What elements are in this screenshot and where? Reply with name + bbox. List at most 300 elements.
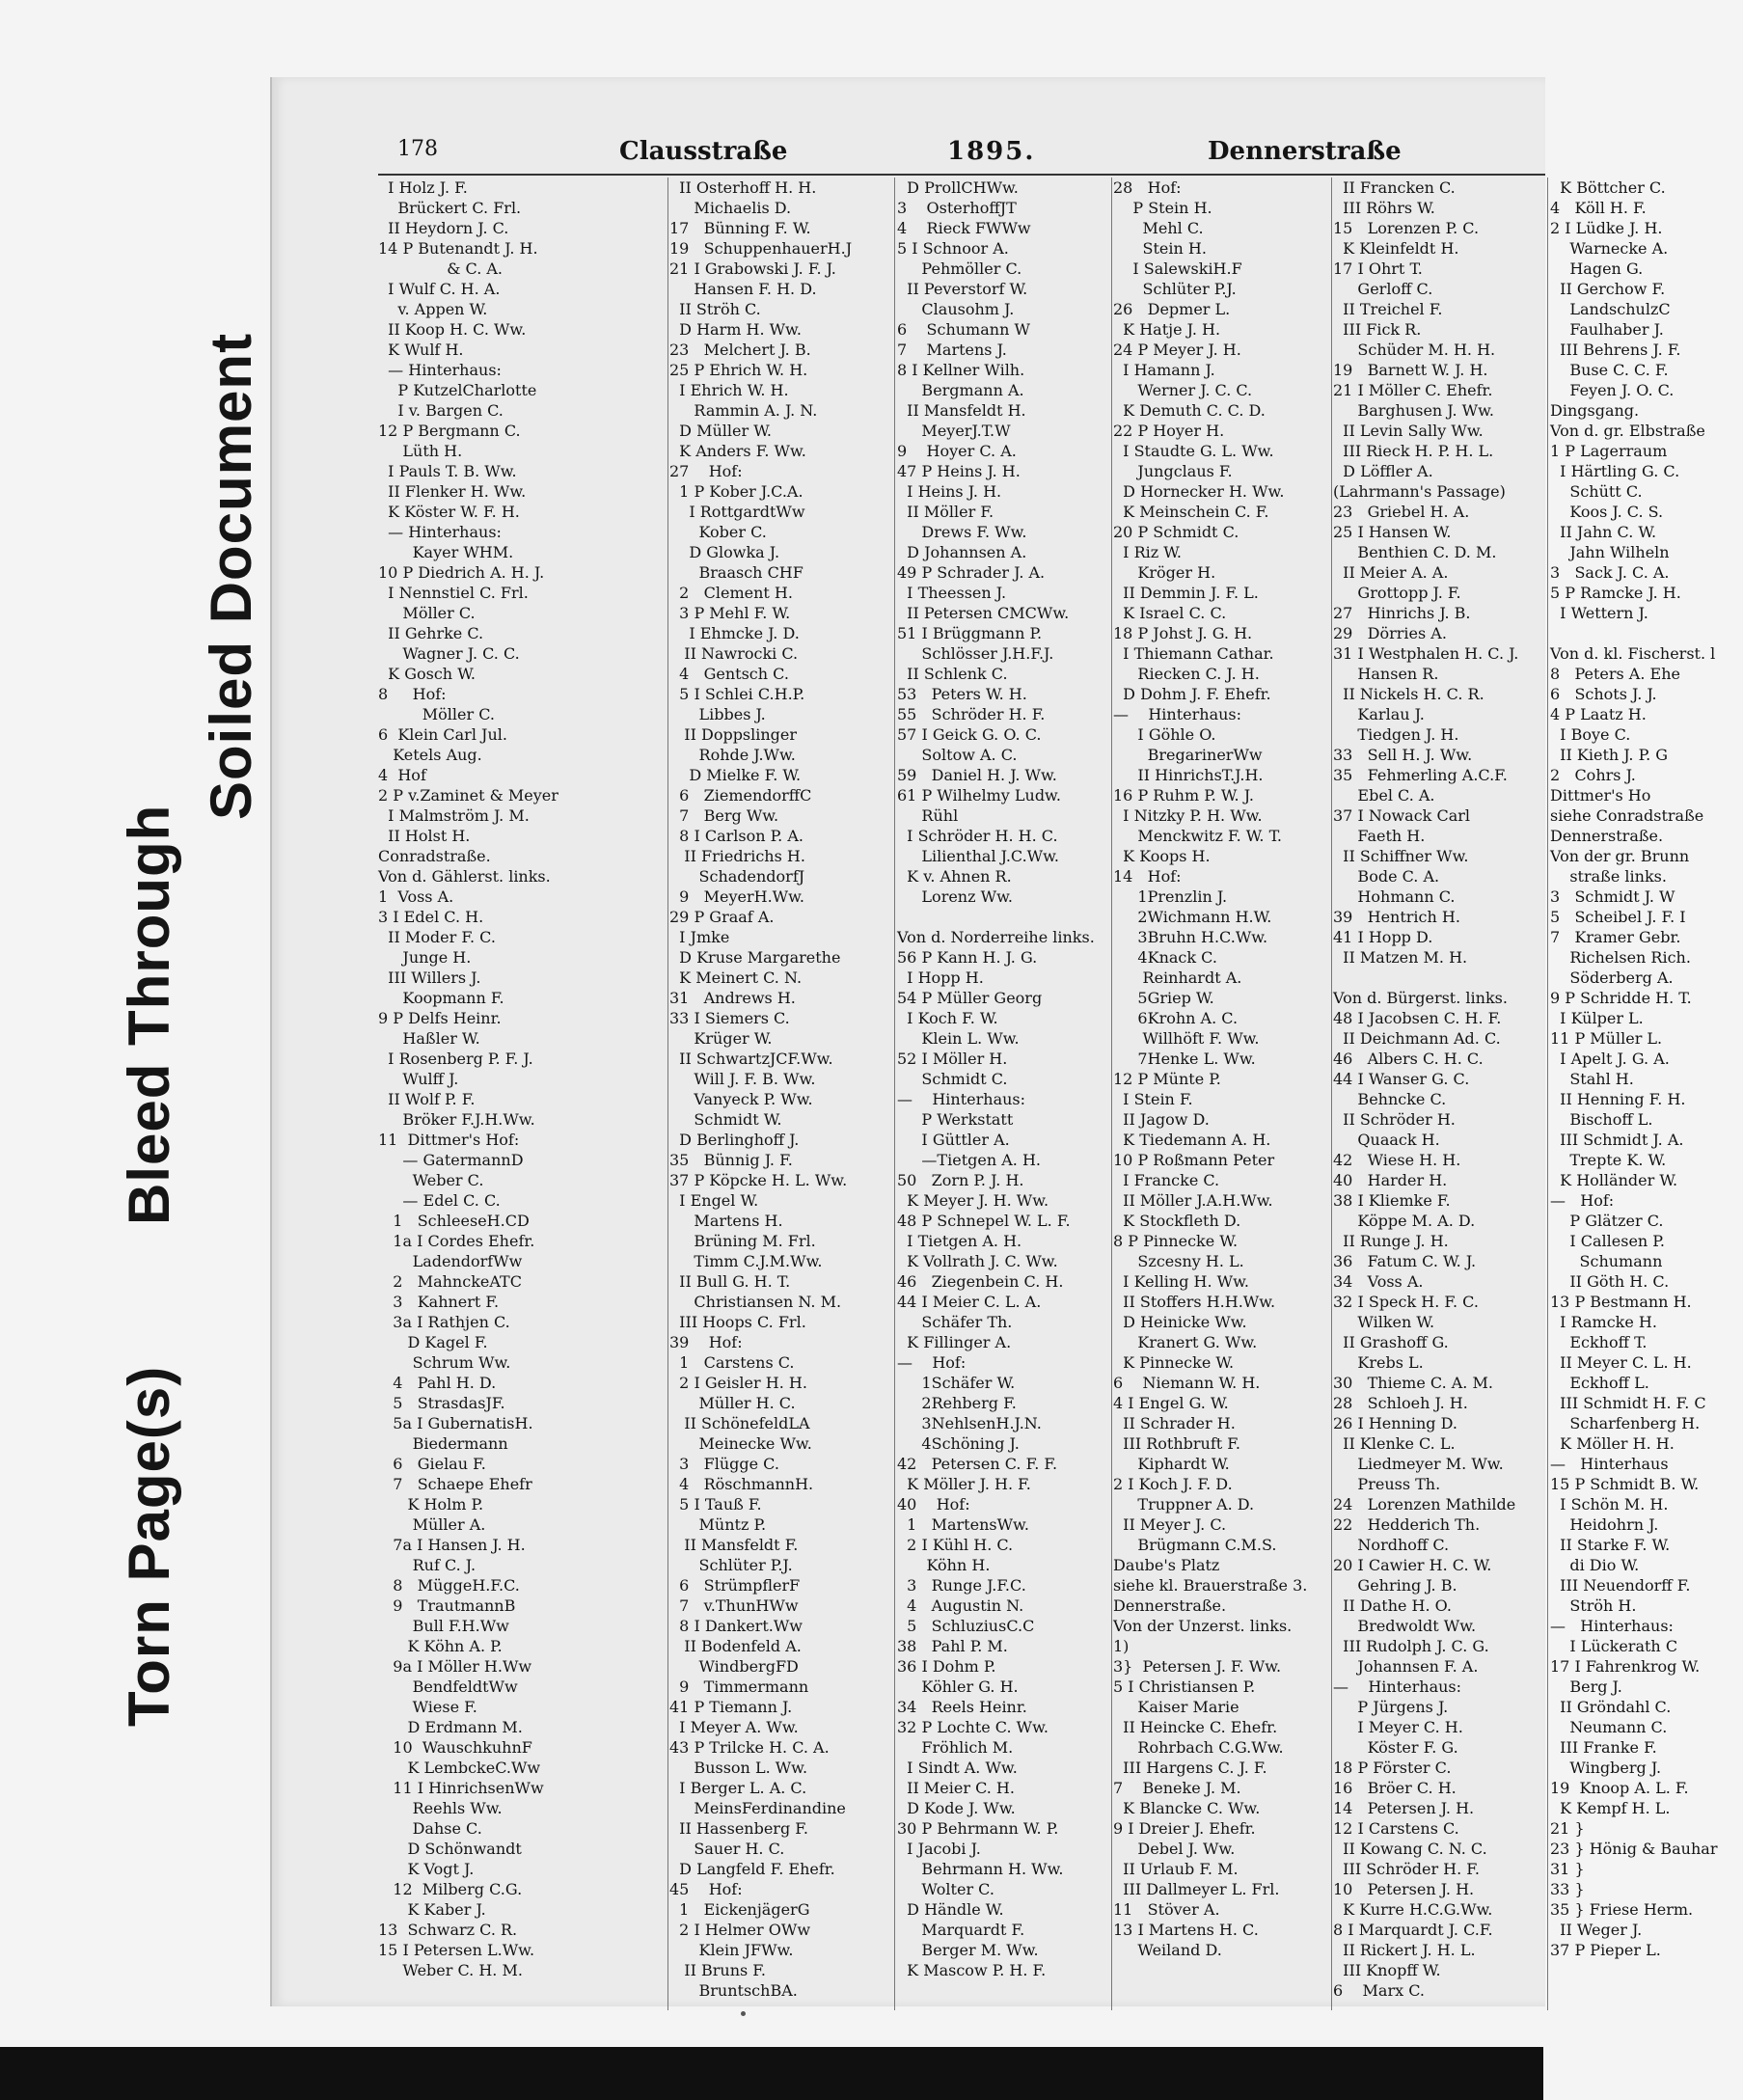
directory-entry: I Härtling G. C. [1550, 462, 1680, 480]
directory-entry: II SchönefeldLA [669, 1414, 810, 1432]
directory-entry: I v. Bargen C. [378, 401, 504, 420]
directory-entry: 55 Schröder H. F. [897, 705, 1046, 723]
directory-entry: I Ehmcke J. D. [669, 624, 800, 642]
directory-entry: Liedmeyer M. Ww. [1333, 1455, 1504, 1473]
directory-entry: Drews F. Ww. [897, 523, 1027, 541]
directory-entry: 44 I Meier C. L. A. [897, 1293, 1042, 1311]
directory-entry: SchadendorfJ [669, 867, 805, 886]
directory-entry: 35 } Friese Herm. [1550, 1900, 1694, 1919]
directory-entry: K Kleinfeldt H. [1333, 239, 1459, 258]
directory-entry: K Meinert C. N. [669, 968, 803, 987]
directory-entry: 49 P Schrader J. A. [897, 563, 1046, 582]
directory-entry: II Bodenfeld A. [669, 1637, 802, 1655]
directory-entry: 9 TrautmannB [378, 1596, 516, 1615]
directory-entry: 1Schäfer W. [897, 1374, 1016, 1392]
directory-entry: 9a I Möller H.Ww [378, 1657, 532, 1676]
directory-entry: Quaack H. [1333, 1131, 1440, 1149]
directory-entry: I Apelt J. G. A. [1550, 1050, 1670, 1068]
directory-entry: Hagen G. [1550, 259, 1644, 278]
directory-entry: K Stockfleth D. [1113, 1212, 1241, 1230]
directory-entry: K Pinnecke W. [1113, 1353, 1235, 1372]
column-6 [1550, 177, 1743, 1960]
directory-entry: Kayer WHM. [378, 543, 514, 561]
directory-entry: 4 Rieck FWWw [897, 219, 1031, 237]
directory-entry: — Hinterhaus: [1550, 1617, 1674, 1635]
directory-entry: 11 I HinrichsenWw [378, 1779, 544, 1797]
directory-entry: K Meyer J. H. Ww. [897, 1191, 1049, 1210]
directory-entry: 6 Gielau F. [378, 1455, 486, 1473]
directory-entry: K Demuth C. C. D. [1113, 401, 1266, 420]
directory-entry: 6 StrümpflerF [669, 1576, 801, 1595]
directory-entry: MeyerJ.T.W [897, 422, 1011, 440]
directory-entry: — Hinterhaus: [1113, 705, 1242, 723]
directory-entry: P Jürgens J. [1333, 1698, 1449, 1716]
directory-entry: 2 I Geisler H. H. [669, 1374, 807, 1392]
directory-entry: Bischoff L. [1550, 1110, 1653, 1129]
directory-entry: Neumann C. [1550, 1718, 1668, 1736]
directory-entry: 1 SchleeseH.CD [378, 1212, 530, 1230]
directory-entry: III Franke F. [1550, 1738, 1657, 1757]
directory-entry: 11 Dittmer's Hof: [378, 1131, 520, 1149]
directory-entry: D Händle W. [897, 1900, 1004, 1919]
directory-entry: K Blancke C. Ww. [1113, 1799, 1261, 1817]
directory-entry: 59 Daniel H. J. Ww. [897, 766, 1057, 784]
directory-entry: 8 I Dankert.Ww [669, 1617, 803, 1635]
directory-entry: 61 P Wilhelmy Ludw. [897, 786, 1061, 805]
directory-entry: 7 Berg Ww. [669, 806, 779, 825]
directory-entry: II Holst H. [378, 827, 471, 845]
directory-entry: Bredwoldt Ww. [1333, 1617, 1477, 1635]
directory-entry: 19 SchuppenhauerH.J [669, 239, 853, 258]
directory-entry: D Kruse Margarethe [669, 948, 841, 967]
directory-entry: K Holländer W. [1550, 1171, 1678, 1189]
directory-entry: Rammin A. J. N. [669, 401, 818, 420]
directory-entry: 37 I Nowack Carl [1333, 806, 1471, 825]
directory-entry: D Harm H. Ww. [669, 320, 802, 339]
directory-entry: Klein L. Ww. [897, 1029, 1020, 1048]
directory-entry: III Schröder H. F. [1333, 1860, 1480, 1878]
directory-entry: II Heydorn J. C. [378, 219, 509, 237]
directory-entry: 5 P Ramcke J. H. [1550, 584, 1681, 602]
directory-entry: 34 Reels Heinr. [897, 1698, 1027, 1716]
page-header [272, 137, 1545, 176]
directory-entry: II Schlenk C. [897, 665, 1008, 683]
directory-entry: Söderberg A. [1550, 968, 1674, 987]
header-street-left: Clausstraße [619, 137, 788, 166]
directory-entry: 8 I Kellner Wilh. [897, 361, 1025, 379]
directory-entry: D Kagel F. [378, 1333, 488, 1351]
directory-entry: 2 I Helmer OWw [669, 1921, 811, 1939]
directory-entry: 13 P Bestmann H. [1550, 1293, 1692, 1311]
directory-entry: siehe Conradstraße [1550, 806, 1704, 825]
directory-entry: II Peverstorf W. [897, 280, 1028, 298]
directory-entry: 30 P Behrmann W. P. [897, 1819, 1059, 1838]
directory-entry: I Staudte G. L. Ww. [1113, 442, 1274, 460]
scan-stamps [116, 222, 270, 1765]
stamp-torn-pages: Torn Page(s) [117, 1365, 181, 1727]
directory-entry: 8 I Carlson P. A. [669, 827, 803, 845]
directory-entry: II Koop H. C. Ww. [378, 320, 527, 339]
directory-entry: II Levin Sally Ww. [1333, 422, 1484, 440]
directory-entry: II Kieth J. P. G [1550, 746, 1669, 764]
directory-entry: Conradstraße. [378, 847, 491, 865]
directory-entry: 5 I Schlei C.H.P. [669, 685, 805, 703]
directory-entry: 41 P Tiemann J. [669, 1698, 793, 1716]
directory-entry: Libbes J. [669, 705, 766, 723]
directory-entry: 13 I Martens H. C. [1113, 1921, 1259, 1939]
directory-entry: D Kode J. Ww. [897, 1799, 1016, 1817]
directory-entry: 4 Gentsch C. [669, 665, 789, 683]
directory-entry: 6 Niemann W. H. [1113, 1374, 1261, 1392]
directory-entry: Schütt C. [1550, 482, 1643, 501]
directory-entry: Marquardt F. [897, 1921, 1025, 1939]
directory-entry: D Hornecker H. Ww. [1113, 482, 1285, 501]
directory-entry: Müller H. C. [669, 1394, 796, 1412]
directory-entry: Kröger H. [1113, 563, 1216, 582]
directory-entry: 18 P Johst J. G. H. [1113, 624, 1253, 642]
directory-entry: 6 Schumann W [897, 320, 1030, 339]
directory-entry: 27 Hof: [669, 462, 743, 480]
directory-entry: 4 I Engel G. W. [1113, 1394, 1229, 1412]
directory-entry [897, 907, 1111, 927]
directory-entry: Soltow A. C. [897, 746, 1018, 764]
directory-entry: I Lückerath C [1550, 1637, 1678, 1655]
directory-entry: 1Prenzlin J. [1113, 887, 1228, 906]
directory-entry: Busson L. Ww. [669, 1759, 808, 1777]
header-rule [378, 174, 1545, 176]
directory-entry: II Friedrichs H. [669, 847, 805, 865]
directory-entry: Braasch CHF [669, 563, 803, 582]
directory-entry: Martens H. [669, 1212, 783, 1230]
column-divider [1547, 177, 1548, 2010]
directory-entry: 36 Fatum C. W. J. [1333, 1252, 1477, 1270]
directory-entry: Werner J. C. C. [1113, 381, 1253, 399]
directory-entry: Gerloff C. [1333, 280, 1433, 298]
directory-entry: P Werkstatt [897, 1110, 1014, 1129]
directory-entry: P KutzelCharlotte [378, 381, 537, 399]
directory-entry: I Hopp H. [897, 968, 984, 987]
directory-entry: II Mansfeldt F. [669, 1536, 799, 1554]
directory-entry: 3 Kahnert F. [378, 1293, 500, 1311]
directory-entry: 5 I Tauß F. [669, 1495, 762, 1514]
directory-entry: 5Griep W. [1113, 989, 1214, 1007]
directory-entry: (Lahrmann's Passage) [1333, 482, 1506, 501]
directory-entry: III Dallmeyer L. Frl. [1113, 1880, 1280, 1898]
directory-entry: — Hinterhaus: [378, 361, 502, 379]
directory-entry: 31 } [1550, 1860, 1585, 1878]
directory-entry: 33 Sell H. J. Ww. [1333, 746, 1473, 764]
directory-entry: Lüth H. [378, 442, 463, 460]
directory-entry: 24 Lorenzen Mathilde [1333, 1495, 1516, 1514]
directory-entry [1333, 968, 1547, 988]
directory-entry: III Knopff W. [1333, 1961, 1441, 1979]
directory-entry: III Willers J. [378, 968, 481, 987]
directory-entry: 35 Fehmerling A.C.F. [1333, 766, 1508, 784]
directory-entry: 7 Kramer Gebr. [1550, 928, 1681, 946]
directory-entry: Tiedgen J. H. [1333, 725, 1459, 744]
directory-entry: K v. Ahnen R. [897, 867, 1012, 886]
directory-entry: II Starke F. W. [1550, 1536, 1671, 1554]
directory-entry: 38 Pahl P. M. [897, 1637, 1008, 1655]
directory-entry: 15 P Schmidt B. W. [1550, 1475, 1700, 1493]
directory-entry: Klein JFWw. [669, 1941, 794, 1959]
directory-entry: Jahn Wilheln [1550, 543, 1670, 561]
directory-entry: Schüder M. H. H. [1333, 341, 1496, 359]
page-number: 178 [397, 137, 438, 161]
directory-entry: 21 } [1550, 1819, 1585, 1838]
directory-entry: 12 I Carstens C. [1333, 1819, 1459, 1838]
directory-entry: Hansen F. H. D. [669, 280, 817, 298]
directory-entry: Möller C. [378, 705, 495, 723]
directory-entry: di Dio W. [1550, 1556, 1640, 1574]
directory-entry: 39 Hentrich H. [1333, 908, 1460, 926]
directory-entry: 6 Schots J. J. [1550, 685, 1657, 703]
directory-entry: 8 Hof: [378, 685, 447, 703]
directory-entry: 13 Schwarz C. R. [378, 1921, 518, 1939]
directory-entry: — Hinterhaus: [1333, 1677, 1462, 1696]
directory-entry: 14 P Butenandt J. H. [378, 239, 538, 258]
directory-entry: Debel J. Ww. [1113, 1840, 1236, 1858]
directory-entry: Truppner A. D. [1113, 1495, 1255, 1514]
directory-entry: Stein H. [1113, 239, 1207, 258]
directory-entry: Bergmann A. [897, 381, 1024, 399]
directory-entry: II SchwartzJCF.Ww. [669, 1050, 833, 1068]
directory-entry: Koopmann F. [378, 989, 504, 1007]
directory-entry: 5 I Christiansen P. [1113, 1677, 1256, 1696]
directory-entry: II Gehrke C. [378, 624, 484, 642]
directory-entry: Köhler G. H. [897, 1677, 1019, 1696]
directory-entry: Vanyeck P. Ww. [669, 1090, 813, 1108]
directory-entry: I Pauls T. B. Ww. [378, 462, 517, 480]
directory-entry: 9 MeyerH.Ww. [669, 887, 804, 906]
directory-entry: II Osterhoff H. H. [669, 178, 817, 197]
directory-entry: Kranert G. Ww. [1113, 1333, 1258, 1351]
directory-entry: K Mascow P. H. F. [897, 1961, 1047, 1979]
directory-entry: 1 Voss A. [378, 887, 454, 906]
directory-entry: 33 I Siemers C. [669, 1009, 790, 1027]
directory-entry: K Vogt J. [378, 1860, 475, 1878]
directory-entry: 27 Hinrichs J. B. [1333, 604, 1471, 622]
directory-entry: II Gerchow F. [1550, 280, 1666, 298]
directory-entry: I Schröder H. H. C. [897, 827, 1058, 845]
directory-entry: 38 I Kliemke F. [1333, 1191, 1451, 1210]
directory-entry: I Wettern J. [1550, 604, 1648, 622]
directory-entry: I RottgardtWw [669, 503, 805, 521]
directory-entry: Müller A. [378, 1515, 486, 1534]
directory-entry: Köppe M. A. D. [1333, 1212, 1476, 1230]
directory-entry: Buse C. C. F. [1550, 361, 1669, 379]
directory-entry: Von d. kl. Fischerst. l [1550, 644, 1716, 663]
directory-entry: 57 I Geick G. O. C. [897, 725, 1042, 744]
directory-entry: II Rickert J. H. L. [1333, 1941, 1476, 1959]
directory-entry: I Riz W. [1113, 543, 1182, 561]
directory-entry: 1a I Cordes Ehefr. [378, 1232, 535, 1250]
directory-entry: K Köster W. F. H. [378, 503, 520, 521]
directory-entry: 5a I GubernatisH. [378, 1414, 533, 1432]
directory-entry: Behncke C. [1333, 1090, 1447, 1108]
directory-entry: II Nickels H. C. R. [1333, 685, 1484, 703]
directory-page [270, 77, 1718, 2006]
directory-entry: 29 Dörries A. [1333, 624, 1447, 642]
directory-entry: 9 Timmermann [669, 1677, 809, 1696]
directory-entry: Faulhaber J. [1550, 320, 1664, 339]
directory-entry: 21 I Grabowski J. F. J. [669, 259, 836, 278]
directory-entry: 4 Augustin N. [897, 1596, 1024, 1615]
directory-entry: Schumann [1550, 1252, 1663, 1270]
directory-entry: 18 P Förster C. [1333, 1759, 1452, 1777]
directory-entry: II Möller F. [897, 503, 994, 521]
directory-entry: Müntz P. [669, 1515, 767, 1534]
directory-entry: Scharfenberg H. [1550, 1414, 1701, 1432]
directory-entry: I Meyer C. H. [1333, 1718, 1463, 1736]
directory-entry: 4 Köll H. F. [1550, 199, 1647, 217]
directory-entry: Rühl [897, 806, 959, 825]
directory-entry: Dittmer's Ho [1550, 786, 1651, 805]
directory-entry: 4 Hof [378, 766, 426, 784]
directory-entry: 4 RöschmannH. [669, 1475, 814, 1493]
directory-entry: Köster F. G. [1333, 1738, 1458, 1757]
directory-entry: D Dohm J. F. Ehefr. [1113, 685, 1271, 703]
directory-entry: K Hatje J. H. [1113, 320, 1221, 339]
directory-entry: 46 Ziegenbein C. H. [897, 1272, 1064, 1291]
directory-entry: Koos J. C. S. [1550, 503, 1664, 521]
directory-entry: 5 SchluziusC.C [897, 1617, 1035, 1635]
directory-entry: Riecken C. J. H. [1113, 665, 1260, 683]
directory-entry: Schlösser J.H.F.J. [897, 644, 1054, 663]
directory-entry: —Tietgen A. H. [897, 1151, 1041, 1169]
directory-entry: 1 Carstens C. [669, 1353, 795, 1372]
directory-entry: K Kaber J. [378, 1900, 486, 1919]
directory-entry: Bull F.H.Ww [378, 1617, 509, 1635]
directory-entry: P Stein H. [1113, 199, 1212, 217]
directory-entry: 37 P Pieper L. [1550, 1941, 1661, 1959]
directory-entry: 6Krohn A. C. [1113, 1009, 1239, 1027]
directory-entry: Gehring J. B. [1333, 1576, 1457, 1595]
directory-entry: 15 Lorenzen P. C. [1333, 219, 1480, 237]
directory-entry: Schrum Ww. [378, 1353, 511, 1372]
directory-entry: Ströh H. [1550, 1596, 1637, 1615]
directory-entry: 2Wichmann H.W. [1113, 908, 1272, 926]
directory-entry: 40 Hof: [897, 1495, 970, 1514]
directory-entry: & C. A. [378, 259, 504, 278]
directory-entry: — Hof: [897, 1353, 967, 1372]
directory-entry: III Hargens C. J. F. [1113, 1759, 1267, 1777]
directory-entry: I Nennstiel C. Frl. [378, 584, 529, 602]
directory-entry: I Meyer A. Ww. [669, 1718, 799, 1736]
directory-entry: 23 Griebel H. A. [1333, 503, 1470, 521]
directory-entry: II Klenke C. L. [1333, 1434, 1456, 1453]
directory-entry: Eckhoff L. [1550, 1374, 1649, 1392]
directory-entry: II Schröder H. [1333, 1110, 1456, 1129]
directory-entry: — Hof: [1550, 1191, 1615, 1210]
directory-entry: D Erdmann M. [378, 1718, 523, 1736]
directory-entry: 1 MartensWw. [897, 1515, 1029, 1534]
directory-entry: 5 Scheibel J. F. I [1550, 908, 1686, 926]
directory-entry: 56 P Kann H. J. G. [897, 948, 1038, 967]
directory-entry: 16 P Ruhm P. W. J. [1113, 786, 1254, 805]
directory-entry: 30 Thieme C. A. M. [1333, 1374, 1493, 1392]
directory-entry: 3 Sack J. C. A. [1550, 563, 1670, 582]
column-divider [1111, 177, 1112, 2010]
directory-entry: II Schrader H. [1113, 1414, 1236, 1432]
directory-entry: D Berlinghoff J. [669, 1131, 800, 1149]
directory-entry: II Flenker H. Ww. [378, 482, 527, 501]
directory-entry: I Heins J. H. [897, 482, 1002, 501]
directory-entry: 3} Petersen J. F. Ww. [1113, 1657, 1282, 1676]
directory-entry: — GatermannD [378, 1151, 524, 1169]
directory-entry: — Edel C. C. [378, 1191, 501, 1210]
directory-entry: Berger M. Ww. [897, 1941, 1039, 1959]
directory-entry: Clausohm J. [897, 300, 1015, 318]
directory-entry: Möller C. [378, 604, 476, 622]
directory-entry: K Fillinger A. [897, 1333, 1012, 1351]
directory-entry: Köhn H. [897, 1556, 991, 1574]
directory-entry: I Wulf C. H. A. [378, 280, 501, 298]
directory-entry: I SalewskiH.F [1113, 259, 1242, 278]
directory-entry: K Koops H. [1113, 847, 1211, 865]
directory-entry: Biedermann [378, 1434, 508, 1453]
directory-entry: I Külper L. [1550, 1009, 1644, 1027]
directory-entry: Feyen J. O. C. [1550, 381, 1675, 399]
directory-entry: III Rothbruft F. [1113, 1434, 1240, 1453]
directory-entry: 9 P Schridde H. T. [1550, 989, 1692, 1007]
header-year: 1895. [947, 137, 1036, 166]
directory-entry: 2 Clement H. [669, 584, 793, 602]
directory-entry: I Göhle O. [1113, 725, 1216, 744]
directory-entry: 3NehlsenH.J.N. [897, 1414, 1042, 1432]
directory-entry: 3 OsterhoffJT [897, 199, 1017, 217]
column-1 [378, 177, 667, 1980]
directory-entry: Nordhoff C. [1333, 1536, 1450, 1554]
directory-entry: II Stoffers H.H.Ww. [1113, 1293, 1276, 1311]
directory-entry: 20 I Cawier H. C. W. [1333, 1556, 1492, 1574]
directory-entry: Stahl H. [1550, 1070, 1634, 1088]
directory-entry: 31 Andrews H. [669, 989, 796, 1007]
directory-entry: I Francke C. [1113, 1171, 1220, 1189]
stamp-bleed-through: Bleed Through [117, 804, 181, 1225]
directory-entry: 23 Melchert J. B. [669, 341, 811, 359]
directory-entry: Trepte K. W. [1550, 1151, 1667, 1169]
header-street-right: Dennerstraße [1208, 137, 1402, 166]
column-divider [894, 177, 895, 2010]
directory-entry: Dennerstraße. [1113, 1596, 1227, 1615]
directory-entry: 2 I Lüdke J. H. [1550, 219, 1663, 237]
directory-entry: 48 P Schnepel W. L. F. [897, 1212, 1071, 1230]
column-3 [897, 177, 1111, 1980]
directory-entry: I Callesen P. [1550, 1232, 1665, 1250]
directory-entry: Meinecke Ww. [669, 1434, 812, 1453]
directory-entry: 2 I Kühl H. C. [897, 1536, 1014, 1554]
directory-entry: I Schön M. H. [1550, 1495, 1669, 1514]
directory-entry: I Holz J. F. [378, 178, 468, 197]
directory-entry: 48 I Jacobsen C. H. F. [1333, 1009, 1502, 1027]
directory-entry: 2 MahnckeATC [378, 1272, 522, 1291]
directory-entry: Ketels Aug. [378, 746, 482, 764]
directory-entry: III Neuendorff F. [1550, 1576, 1691, 1595]
directory-entry: 10 Petersen J. H. [1333, 1880, 1475, 1898]
directory-entry: 7Henke L. Ww. [1113, 1050, 1256, 1068]
directory-entry: Haßler W. [378, 1029, 480, 1048]
directory-entry: Grottopp J. F. [1333, 584, 1461, 602]
directory-entry: 34 Voss A. [1333, 1272, 1424, 1291]
directory-entry: K Köhn A. P. [378, 1637, 503, 1655]
directory-entry: III Röhrs W. [1333, 199, 1435, 217]
directory-entry: 53 Peters W. H. [897, 685, 1027, 703]
directory-entry: 29 P Graaf A. [669, 908, 775, 926]
directory-entry: II Göth H. C. [1550, 1272, 1670, 1291]
directory-entry: Warnecke A. [1550, 239, 1669, 258]
directory-entry: 10 P Diedrich A. H. J. [378, 563, 545, 582]
